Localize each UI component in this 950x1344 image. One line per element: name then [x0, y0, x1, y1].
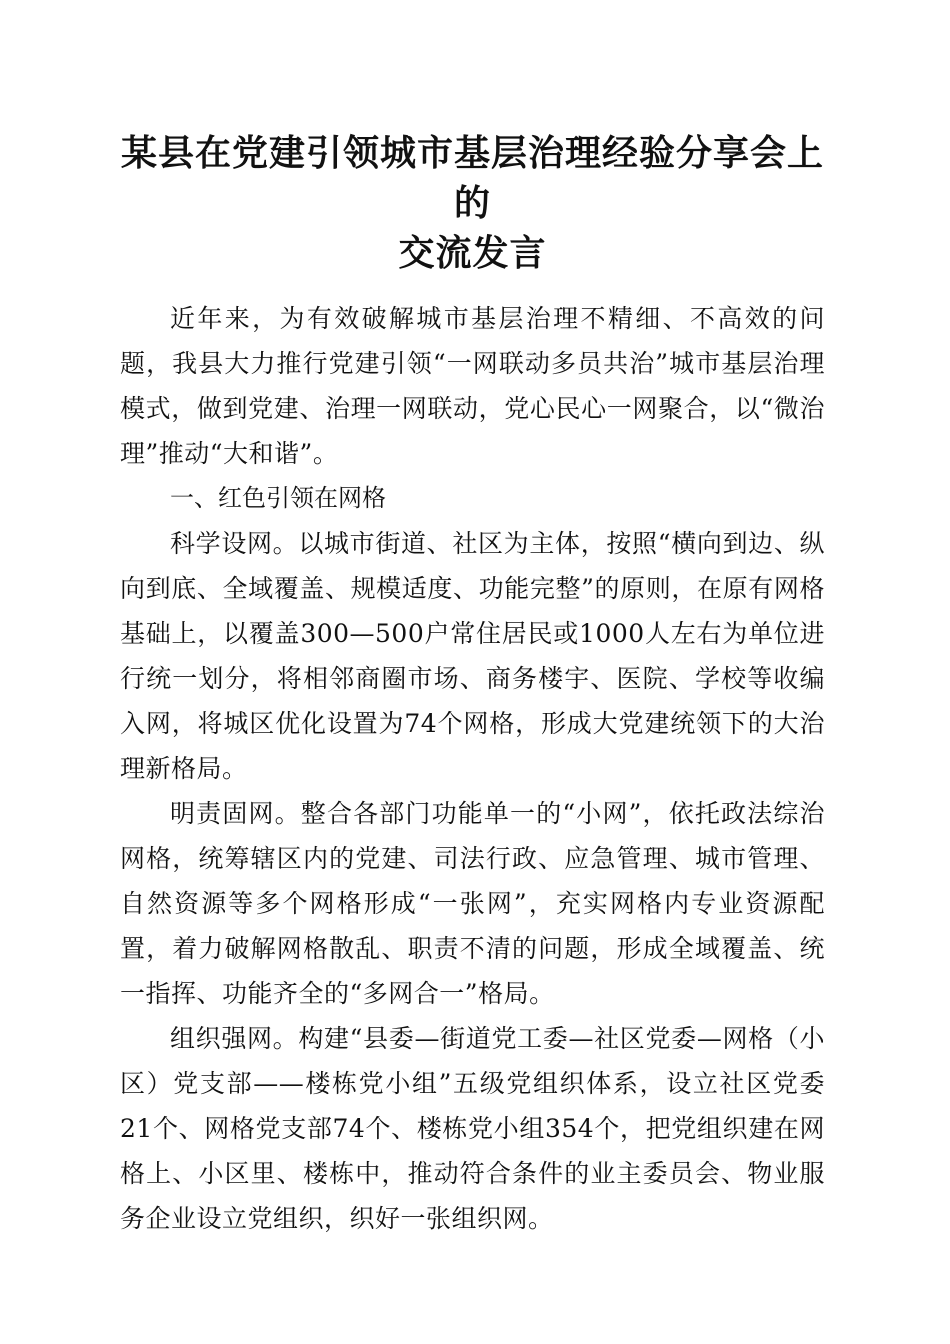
- document-page: [120, 128, 825, 1241]
- paragraph-clarify-responsibility: 明责固网。整合各部门功能单一的“小网”，依托政法综治网格，统筹辖区内的党建、司法行政、应急管理、城市管理、自然资源等多个网格形成“一张网”，充实网格内专业资源配置，着力破解网格散乱、职责不清的问题，形成全域覆盖、统一指挥、功能齐全的“多网合一”格局。: [120, 799, 825, 1008]
- title-line-2: 交流发言: [398, 232, 547, 274]
- intro-paragraph: 近年来，为有效破解城市基层治理不精细、不高效的问题，我县大力推行党建引领“一网联动多员共治”城市基层治理模式，做到党建、治理一网联动，党心民心一网聚合，以“微治理”推动“大和谐”。: [120, 304, 825, 468]
- paragraph-scientific-grid: 科学设网。以城市街道、社区为主体，按照“横向到边、纵向到底、全域覆盖、规模适度、功能完整”的原则，在原有网格基础上，以覆盖300—500户常住居民或1000人左右为单位进行统一划分，将相邻商圈市场、商务楼宇、医院、学校等收编入网，将城区优化设置为74个网格，形成大党建统领下的大治理新格局。: [120, 529, 825, 783]
- section-heading-1: 一、红色引领在网格: [170, 484, 386, 512]
- paragraph-organize-grid: 组织强网。构建“县委—街道党工委—社区党委—网格（小区）党支部——楼栋党小组”五级党组织体系，设立社区党委21个、网格党支部74个、楼栋党小组354个，把党组织建在网格上、小区里、楼栋中，推动符合条件的业主委员会、物业服务企业设立党组织，织好一张组织网。: [120, 1024, 825, 1233]
- title-line-1: 某县在党建引领城市基层治理经验分享会上的: [120, 132, 824, 224]
- document-title: [120, 128, 825, 278]
